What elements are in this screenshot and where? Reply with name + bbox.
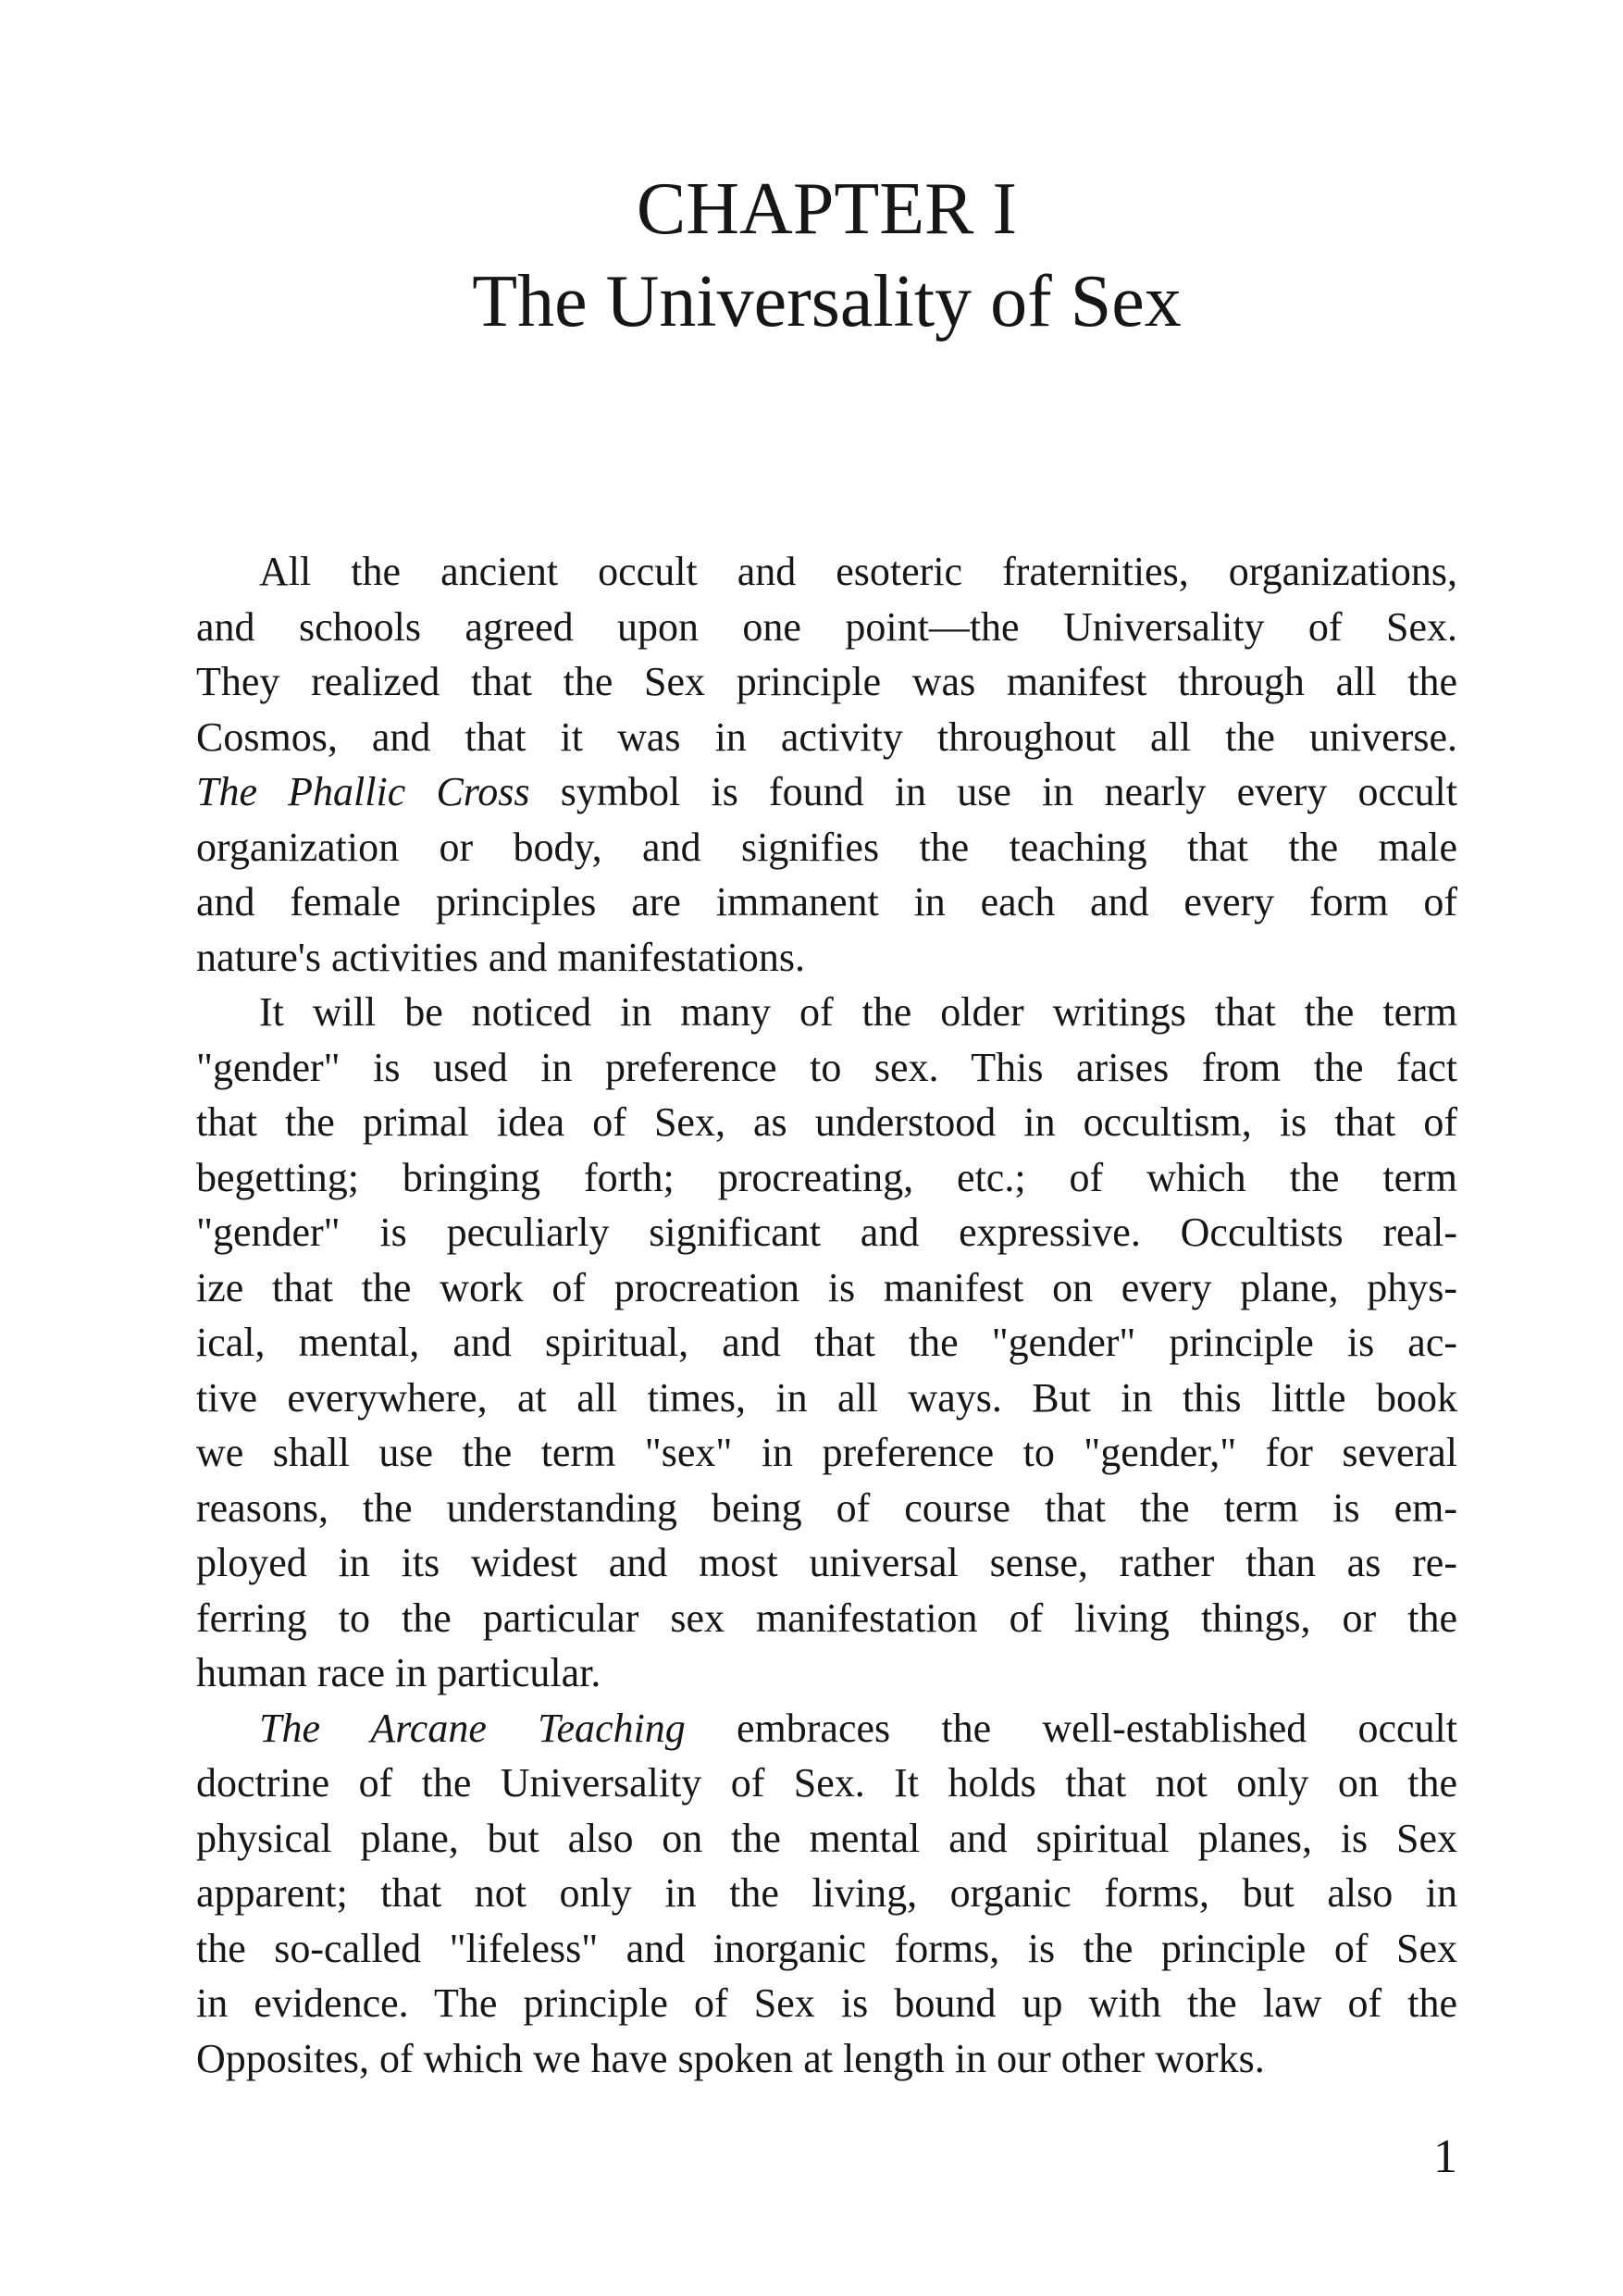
- text-run: embraces the well-established occult: [685, 1705, 1457, 1751]
- text-run: begetting; bringing forth; procreating, etc.; of which the term: [196, 1154, 1457, 1200]
- text-line: [196, 764, 1457, 820]
- body-text: [196, 544, 1457, 2086]
- text-run: that the primal idea of Sex, as understood in occultism, is that of: [196, 1099, 1457, 1145]
- text-run: symbol is found in use in nearly every occult: [529, 769, 1457, 814]
- text-run: human race in particular.: [196, 1650, 601, 1695]
- text-line: [196, 1591, 1457, 1646]
- text-line: [196, 1866, 1457, 1921]
- text-run: apparent; that not only in the living, organic forms, but also in: [196, 1870, 1457, 1916]
- text-run: All the ancient occult and esoteric fraternities, organizations,: [259, 549, 1457, 594]
- text-run: "gender" is used in preference to sex. This arises from the fact: [196, 1044, 1457, 1090]
- text-line: [196, 1315, 1457, 1371]
- text-run: we shall use the term "sex" in preference to "gender," for several: [196, 1430, 1457, 1475]
- text-line: [196, 1205, 1457, 1260]
- text-run: and female principles are immanent in each and every form of: [196, 879, 1457, 925]
- chapter-heading: CHAPTER I: [636, 168, 1018, 250]
- text-line: [196, 1040, 1457, 1096]
- text-run: nature's activities and manifestations.: [196, 934, 805, 980]
- paragraph: [196, 985, 1457, 1701]
- text-run: It will be noticed in many of the older writings that the term: [259, 989, 1457, 1035]
- text-run: tive everywhere, at all times, in all ways. But in this little book: [196, 1374, 1457, 1421]
- text-line: [196, 544, 1457, 600]
- text-run: ferring to the particular sex manifestation of living things, or the: [196, 1595, 1457, 1641]
- text-run: Cosmos, and that it was in activity throughout all the universe.: [196, 714, 1457, 760]
- text-line: [196, 654, 1457, 710]
- text-run: physical plane, but also on the mental and spiritual planes, is Sex: [196, 1815, 1457, 1861]
- text-run: ployed in its widest and most universal sense, rather than as re-: [196, 1540, 1457, 1585]
- text-line: [196, 875, 1457, 930]
- italic-text-run: The Arcane Teaching: [259, 1705, 686, 1751]
- chapter-title: The Universality of Sex: [472, 261, 1182, 342]
- text-line: [196, 930, 1457, 986]
- text-line: [196, 1701, 1457, 1756]
- text-run: organization or body, and signifies the teaching that the male: [196, 824, 1457, 870]
- text-line: [196, 1481, 1457, 1536]
- text-line: [196, 1535, 1457, 1591]
- text-line: [196, 2031, 1457, 2087]
- text-line: [196, 1371, 1457, 1426]
- text-line: [196, 1811, 1457, 1867]
- text-line: [196, 820, 1457, 875]
- text-line: [196, 1150, 1457, 1206]
- text-line: [196, 710, 1457, 765]
- text-run: ical, mental, and spiritual, and that the "gender" principle is ac-: [196, 1320, 1457, 1365]
- paragraph: [196, 544, 1457, 985]
- text-run: reasons, the understanding being of course that the term is em-: [196, 1484, 1457, 1531]
- text-run: and schools agreed upon one point—the Universality of Sex.: [196, 603, 1457, 650]
- text-line: [196, 1095, 1457, 1150]
- text-run: They realized that the Sex principle was manifest through all the: [196, 659, 1457, 704]
- text-run: "gender" is peculiarly significant and expressive. Occultists real-: [196, 1210, 1457, 1255]
- text-line: [196, 1425, 1457, 1481]
- page-number: 1: [1433, 2130, 1457, 2183]
- text-line: [196, 1756, 1457, 1811]
- text-run: Opposites, of which we have spoken at length in our other works.: [196, 2035, 1265, 2081]
- text-line: [196, 600, 1457, 655]
- text-line: [196, 1645, 1457, 1701]
- text-run: ize that the work of procreation is manifest on every plane, phys-: [196, 1264, 1457, 1310]
- text-run: in evidence. The principle of Sex is bound up with the law of the: [196, 1980, 1457, 2026]
- text-run: doctrine of the Universality of Sex. It holds that not only on the: [196, 1760, 1457, 1806]
- text-line: [196, 1921, 1457, 1977]
- text-line: [196, 1260, 1457, 1316]
- paragraph: [196, 1701, 1457, 2087]
- text-line: [196, 1976, 1457, 2031]
- chapter-head: [196, 163, 1457, 348]
- text-line: [196, 985, 1457, 1040]
- text-run: the so-called "lifeless" and inorganic forms, is the principle of Sex: [196, 1925, 1457, 1971]
- italic-text-run: The Phallic Cross: [196, 769, 530, 814]
